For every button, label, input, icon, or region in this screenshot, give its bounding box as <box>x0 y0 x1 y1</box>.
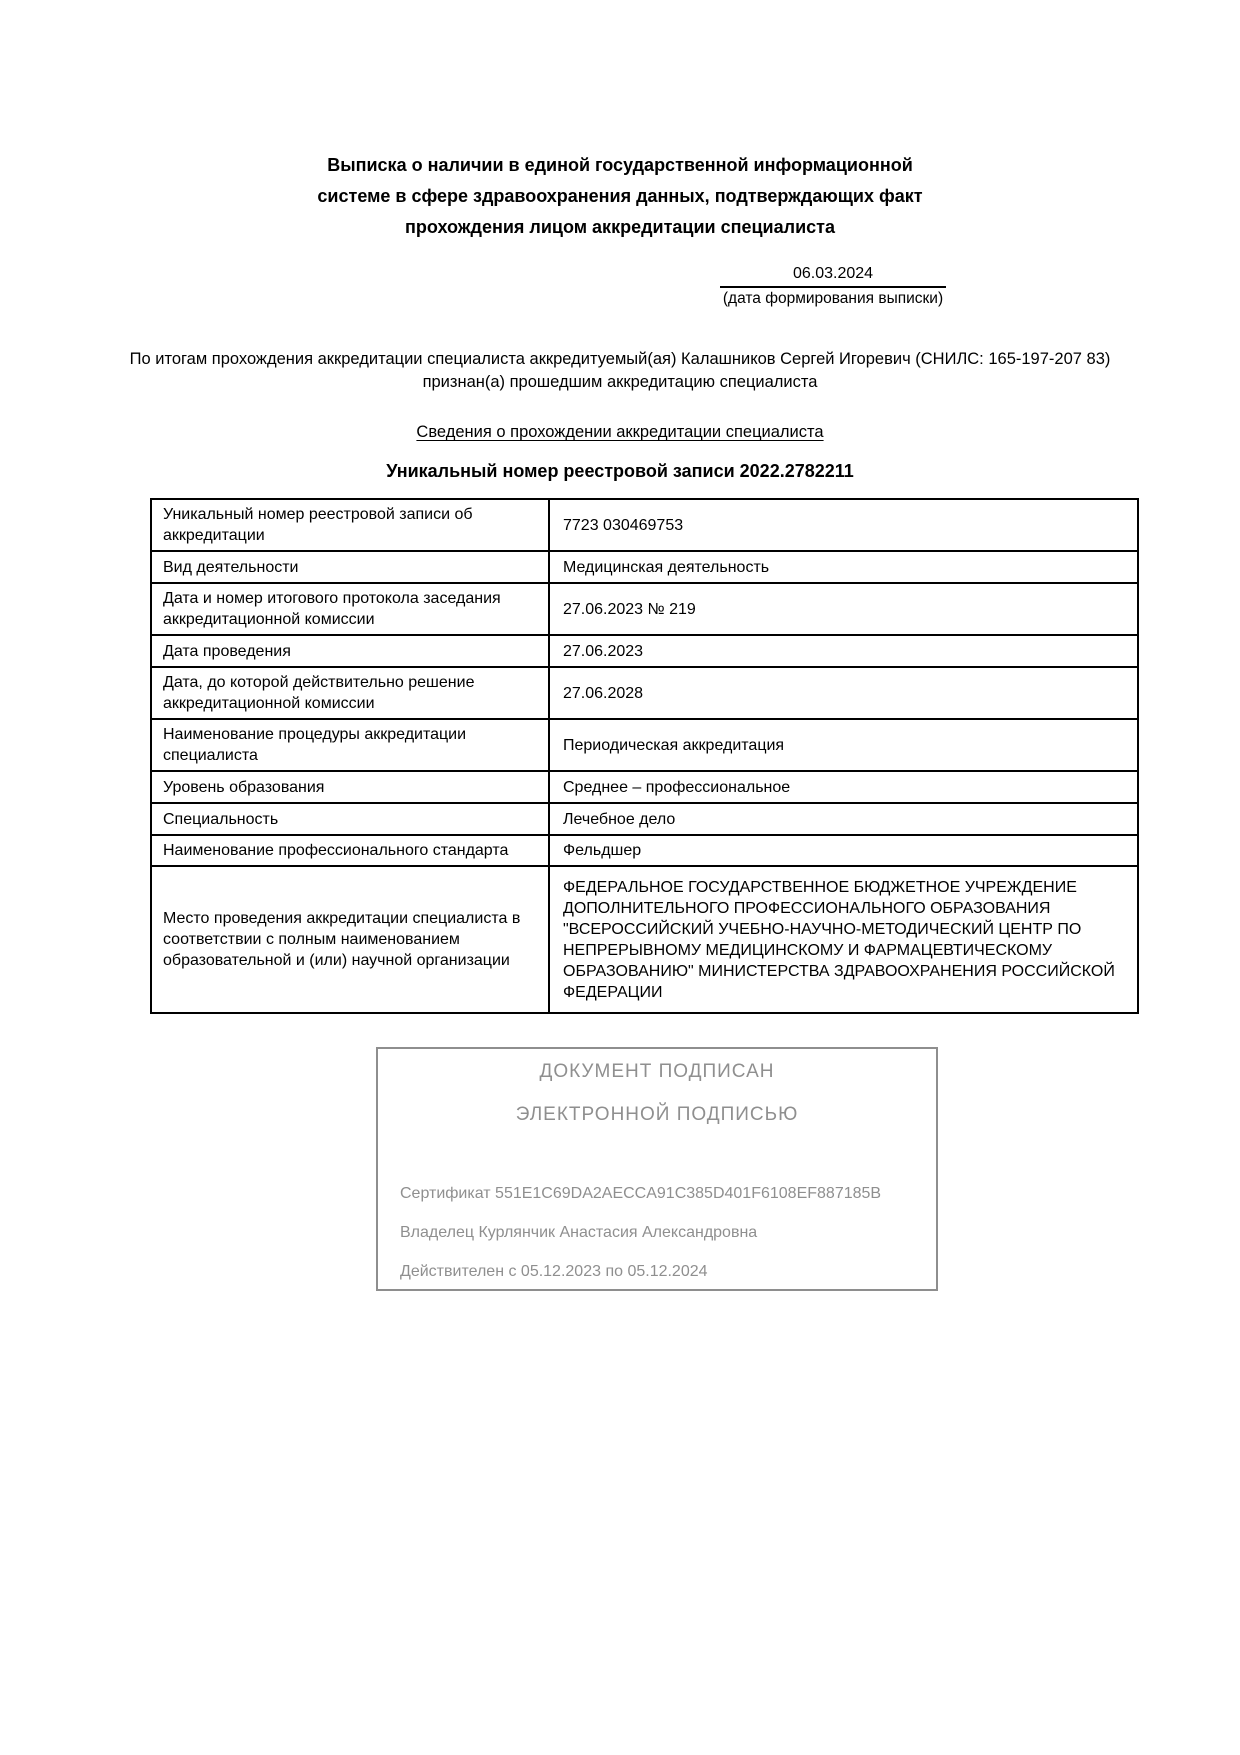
row-label: Наименование профессионального стандарта <box>151 835 549 866</box>
table-row <box>151 719 1138 771</box>
table-row <box>151 551 1138 583</box>
table-row <box>151 583 1138 635</box>
table-row <box>151 835 1138 866</box>
stamp-title-line1: ДОКУМЕНТ ПОДПИСАН <box>539 1061 775 1082</box>
accreditation-table <box>150 498 1139 1014</box>
table-row <box>151 635 1138 667</box>
row-value: 7723 030469753 <box>549 499 1138 551</box>
row-value: Фельдшер <box>549 835 1138 866</box>
record-number-heading: Уникальный номер реестровой записи 2022.2782211 <box>386 461 854 481</box>
signature-stamp <box>376 1047 938 1291</box>
row-value: 27.06.2023 <box>549 635 1138 667</box>
intro-text-line: признан(а) прошедшим аккредитацию специалиста <box>422 373 818 391</box>
certificate-line: Сертификат 551E1C69DA2AECCA91C385D401F6108EF887185B <box>400 1185 882 1202</box>
page-title-line: прохождения лицом аккредитации специалиста <box>405 217 835 237</box>
table-row <box>151 803 1138 835</box>
row-label: Наименование процедуры аккредитации специалиста <box>151 719 549 771</box>
stamp-spacer <box>400 1126 914 1184</box>
row-label: Уровень образования <box>151 771 549 803</box>
intro-text <box>0 348 1240 394</box>
row-label: Дата проведения <box>151 635 549 667</box>
row-value: Лечебное дело <box>549 803 1138 835</box>
table-row <box>151 866 1138 1013</box>
issue-date-block <box>720 265 946 308</box>
intro-text-line: По итогам прохождения аккредитации специалиста аккредитуемый(ая) Калашников Сергей Игоревич (СНИЛС: 165-197-207 83) <box>129 350 1111 368</box>
owner-line: Владелец Курлянчик Анастасия Александровна <box>400 1224 758 1241</box>
row-label: Место проведения аккредитации специалиста в соответствии с полным наименованием образовательной и (или) научной организации <box>151 866 549 1013</box>
row-label: Вид деятельности <box>151 551 549 583</box>
table-row <box>151 499 1138 551</box>
row-value: 27.06.2023 № 219 <box>549 583 1138 635</box>
row-value: ФЕДЕРАЛЬНОЕ ГОСУДАРСТВЕННОЕ БЮДЖЕТНОЕ УЧРЕЖДЕНИЕ ДОПОЛНИТЕЛЬНОГО ПРОФЕССИОНАЛЬНОГО ОБРАЗОВАНИЯ "ВСЕРОССИЙСКИЙ УЧЕБНО-НАУЧНО-МЕТОДИЧЕСКИЙ ЦЕНТР ПО НЕПРЕРЫВНОМУ МЕДИЦИНСКОМУ И ФАРМАЦЕВТИЧЕСКОМУ ОБРАЗОВАНИЮ" МИНИСТЕРСТВА ЗДРАВООХРАНЕНИЯ РОССИЙСКОЙ ФЕДЕРАЦИИ <box>549 866 1138 1013</box>
issue-date: 06.03.2024 <box>720 265 946 288</box>
table-row <box>151 771 1138 803</box>
row-label: Дата и номер итогового протокола заседания аккредитационной комиссии <box>151 583 549 635</box>
page-title-line: Выписка о наличии в единой государственной информационной <box>327 155 913 175</box>
row-value: Медицинская деятельность <box>549 551 1138 583</box>
table-row <box>151 667 1138 719</box>
issue-date-caption: (дата формирования выписки) <box>722 290 944 307</box>
row-label: Уникальный номер реестровой записи об аккредитации <box>151 499 549 551</box>
row-value: 27.06.2028 <box>549 667 1138 719</box>
page-title <box>0 150 1240 243</box>
validity-line: Действителен с 05.12.2023 по 05.12.2024 <box>400 1263 708 1280</box>
row-value: Среднее – профессиональное <box>549 771 1138 803</box>
section-heading: Сведения о прохождении аккредитации специалиста <box>416 423 824 441</box>
page-title-line: системе в сфере здравоохранения данных, подтверждающих факт <box>317 186 923 206</box>
row-value: Периодическая аккредитация <box>549 719 1138 771</box>
row-label: Специальность <box>151 803 549 835</box>
stamp-title-line2: ЭЛЕКТРОННОЙ ПОДПИСЬЮ <box>515 1104 799 1125</box>
row-label: Дата, до которой действительно решение аккредитационной комиссии <box>151 667 549 719</box>
